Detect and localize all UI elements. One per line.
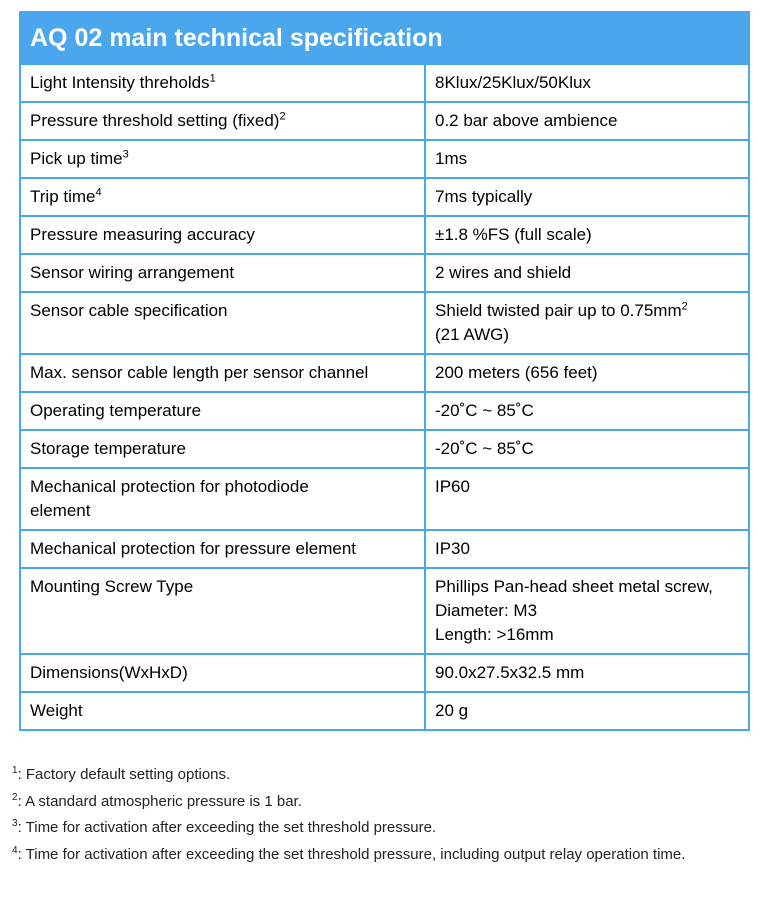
spec-param — [21, 141, 426, 177]
spec-value-text: 7ms typically — [435, 187, 533, 206]
spec-param-label: Weight — [30, 701, 83, 720]
footnote-text: : Time for activation after exceeding the set threshold pressure. — [17, 819, 437, 836]
spec-param-label: Mechanical protection for pressure element — [30, 539, 356, 558]
spec-value — [426, 293, 748, 353]
spec-param — [21, 693, 426, 729]
spec-value — [426, 255, 748, 291]
spec-param — [21, 103, 426, 139]
footnote-marker: 1 — [209, 72, 216, 85]
spec-param-label: Trip time — [30, 187, 96, 206]
footnote — [12, 789, 757, 816]
spec-row — [21, 215, 748, 253]
spec-value-text: 8Klux/25Klux/50Klux — [435, 73, 591, 92]
spec-row — [21, 65, 748, 101]
spec-value-text: 90.0x27.5x32.5 mm — [435, 663, 585, 682]
spec-param-label: Pressure threshold setting (fixed) — [30, 111, 280, 130]
spec-row — [21, 429, 748, 467]
spec-value-text: -20˚C ~ 85˚C — [435, 439, 534, 458]
spec-value — [426, 65, 748, 101]
spec-row — [21, 691, 748, 729]
spec-row — [21, 529, 748, 567]
spec-param-label: Pick up time — [30, 149, 123, 168]
spec-value — [426, 569, 748, 653]
spec-table — [19, 11, 750, 731]
spec-value — [426, 103, 748, 139]
spec-row — [21, 291, 748, 353]
spec-rows — [21, 65, 748, 729]
spec-title: AQ 02 main technical specification — [21, 13, 748, 65]
spec-row — [21, 177, 748, 215]
footnotes — [12, 762, 757, 868]
spec-param — [21, 431, 426, 467]
spec-param-label: Pressure measuring accuracy — [30, 225, 255, 244]
footnote-marker: 2 — [279, 110, 286, 123]
spec-value-text: IP60 — [435, 477, 470, 496]
spec-row — [21, 653, 748, 691]
spec-value-text: 200 meters (656 feet) — [435, 363, 598, 382]
spec-param-label: Light Intensity threholds — [30, 73, 210, 92]
spec-param-label: Sensor cable specification — [30, 301, 228, 320]
spec-value-continuation: (21 AWG) — [435, 325, 509, 344]
spec-param — [21, 393, 426, 429]
spec-value-text: 0.2 bar above ambience — [435, 111, 618, 130]
spec-param-label: Mechanical protection for photodiode element — [30, 477, 309, 520]
spec-param — [21, 65, 426, 101]
spec-row — [21, 391, 748, 429]
spec-value-text: 1ms — [435, 149, 468, 168]
spec-row — [21, 567, 748, 653]
spec-param-label: Mounting Screw Type — [30, 577, 194, 596]
spec-row — [21, 253, 748, 291]
footnote-marker: 2 — [12, 791, 18, 803]
footnote-marker: 4 — [12, 844, 18, 856]
spec-param-label: Dimensions(WxHxD) — [30, 663, 188, 682]
spec-param-label: Max. sensor cable length per sensor channel — [30, 363, 369, 382]
spec-param — [21, 255, 426, 291]
spec-param-label: Storage temperature — [30, 439, 186, 458]
footnote-marker: 4 — [95, 186, 102, 199]
spec-value-text: 2 wires and shield — [435, 263, 572, 282]
footnote-marker: 3 — [122, 148, 129, 161]
footnote-text: : Factory default setting options. — [17, 766, 231, 783]
spec-value — [426, 431, 748, 467]
spec-param — [21, 531, 426, 567]
spec-value — [426, 179, 748, 215]
spec-row — [21, 101, 748, 139]
spec-value — [426, 217, 748, 253]
spec-value-text: -20˚C ~ 85˚C — [435, 401, 534, 420]
spec-value — [426, 141, 748, 177]
spec-value — [426, 655, 748, 691]
footnote-text: : A standard atmospheric pressure is 1 bar. — [17, 792, 302, 810]
footnote-marker: 3 — [12, 818, 18, 829]
spec-value-text: IP30 — [435, 539, 470, 558]
spec-param-label: Sensor wiring arrangement — [30, 263, 235, 282]
spec-value-text: Shield twisted pair up to 0.75mm — [435, 301, 682, 320]
footnote-marker: 1 — [12, 765, 18, 776]
footnote — [12, 815, 757, 842]
spec-value-text: 20 g — [435, 701, 469, 720]
spec-param — [21, 293, 426, 353]
spec-value — [426, 531, 748, 567]
spec-value-text: Phillips Pan-head sheet metal screw, Diameter: M3 Length: >16mm — [435, 577, 713, 644]
spec-value — [426, 469, 748, 529]
spec-param — [21, 217, 426, 253]
spec-value — [426, 393, 748, 429]
spec-param — [21, 355, 426, 391]
footnote — [12, 762, 757, 789]
spec-param — [21, 569, 426, 653]
spec-value-text: ±1.8 %FS (full scale) — [435, 225, 592, 244]
spec-row — [21, 353, 748, 391]
spec-param — [21, 655, 426, 691]
spec-param-label: Operating temperature — [30, 401, 202, 420]
spec-param — [21, 469, 426, 529]
superscript: 2 — [681, 300, 688, 313]
spec-value — [426, 693, 748, 729]
spec-row — [21, 467, 748, 529]
spec-value — [426, 355, 748, 391]
spec-param — [21, 179, 426, 215]
footnote — [12, 842, 757, 869]
footnote-text: : Time for activation after exceeding the set threshold pressure, including output relay operation time. — [17, 845, 686, 863]
spec-row — [21, 139, 748, 177]
